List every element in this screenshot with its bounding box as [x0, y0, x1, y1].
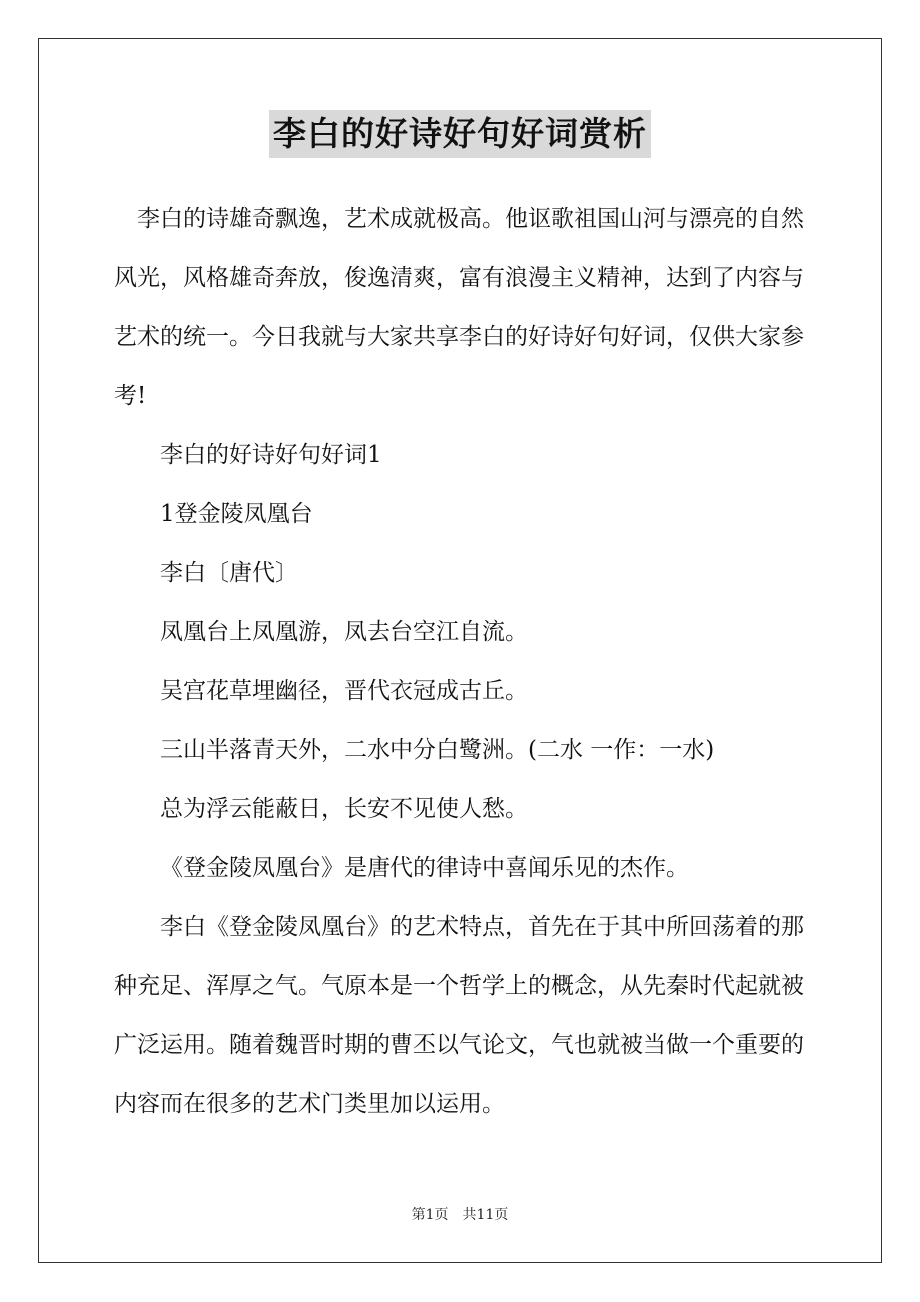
poem-author: 李白〔唐代〕 [160, 560, 298, 586]
page-footer: 第1页 共11页 [411, 1207, 509, 1223]
commentary-paragraph-1: 《登金陵凤凰台》是唐代的律诗中喜闻乐见的杰作。 [160, 855, 689, 881]
intro-paragraph: 李白的诗雄奇飘逸，艺术成就极高。他讴歌祖国山河与漂亮的自然风光，风格雄奇奔放，俊逸清爽，富有浪漫主义精神，达到了内容与艺术的统一。今日我就与大家共享李白的好诗好句好词，仅供大家参考! [114, 206, 804, 409]
document-title: 李白的好诗好句好词赏析 [269, 110, 651, 158]
poem-title: 1登金陵凤凰台 [160, 501, 313, 527]
poem-line-3: 三山半落青天外，二水中分白鹭洲。(二水 一作：一水) [160, 737, 715, 763]
commentary-paragraph-2: 李白《登金陵凤凰台》的艺术特点，首先在于其中所回荡着的那种充足、浑厚之气。气原本是一个哲学上的概念，从先秦时代起就被广泛运用。随着魏晋时期的曹丕以气论文，气也就被当做一个重要的内容而在很多的艺术门类里加以运用。 [114, 914, 804, 1117]
poem-line-1: 凤凰台上凤凰游，凤去台空江自流。 [160, 619, 528, 645]
poem-line-4: 总为浮云能蔽日，长安不见使人愁。 [160, 796, 528, 822]
title-container [0, 110, 920, 158]
poem-line-2: 吴宫花草埋幽径，晋代衣冠成古丘。 [160, 678, 528, 704]
section-heading: 李白的好诗好句好词1 [160, 442, 382, 468]
document-body [114, 190, 814, 1134]
